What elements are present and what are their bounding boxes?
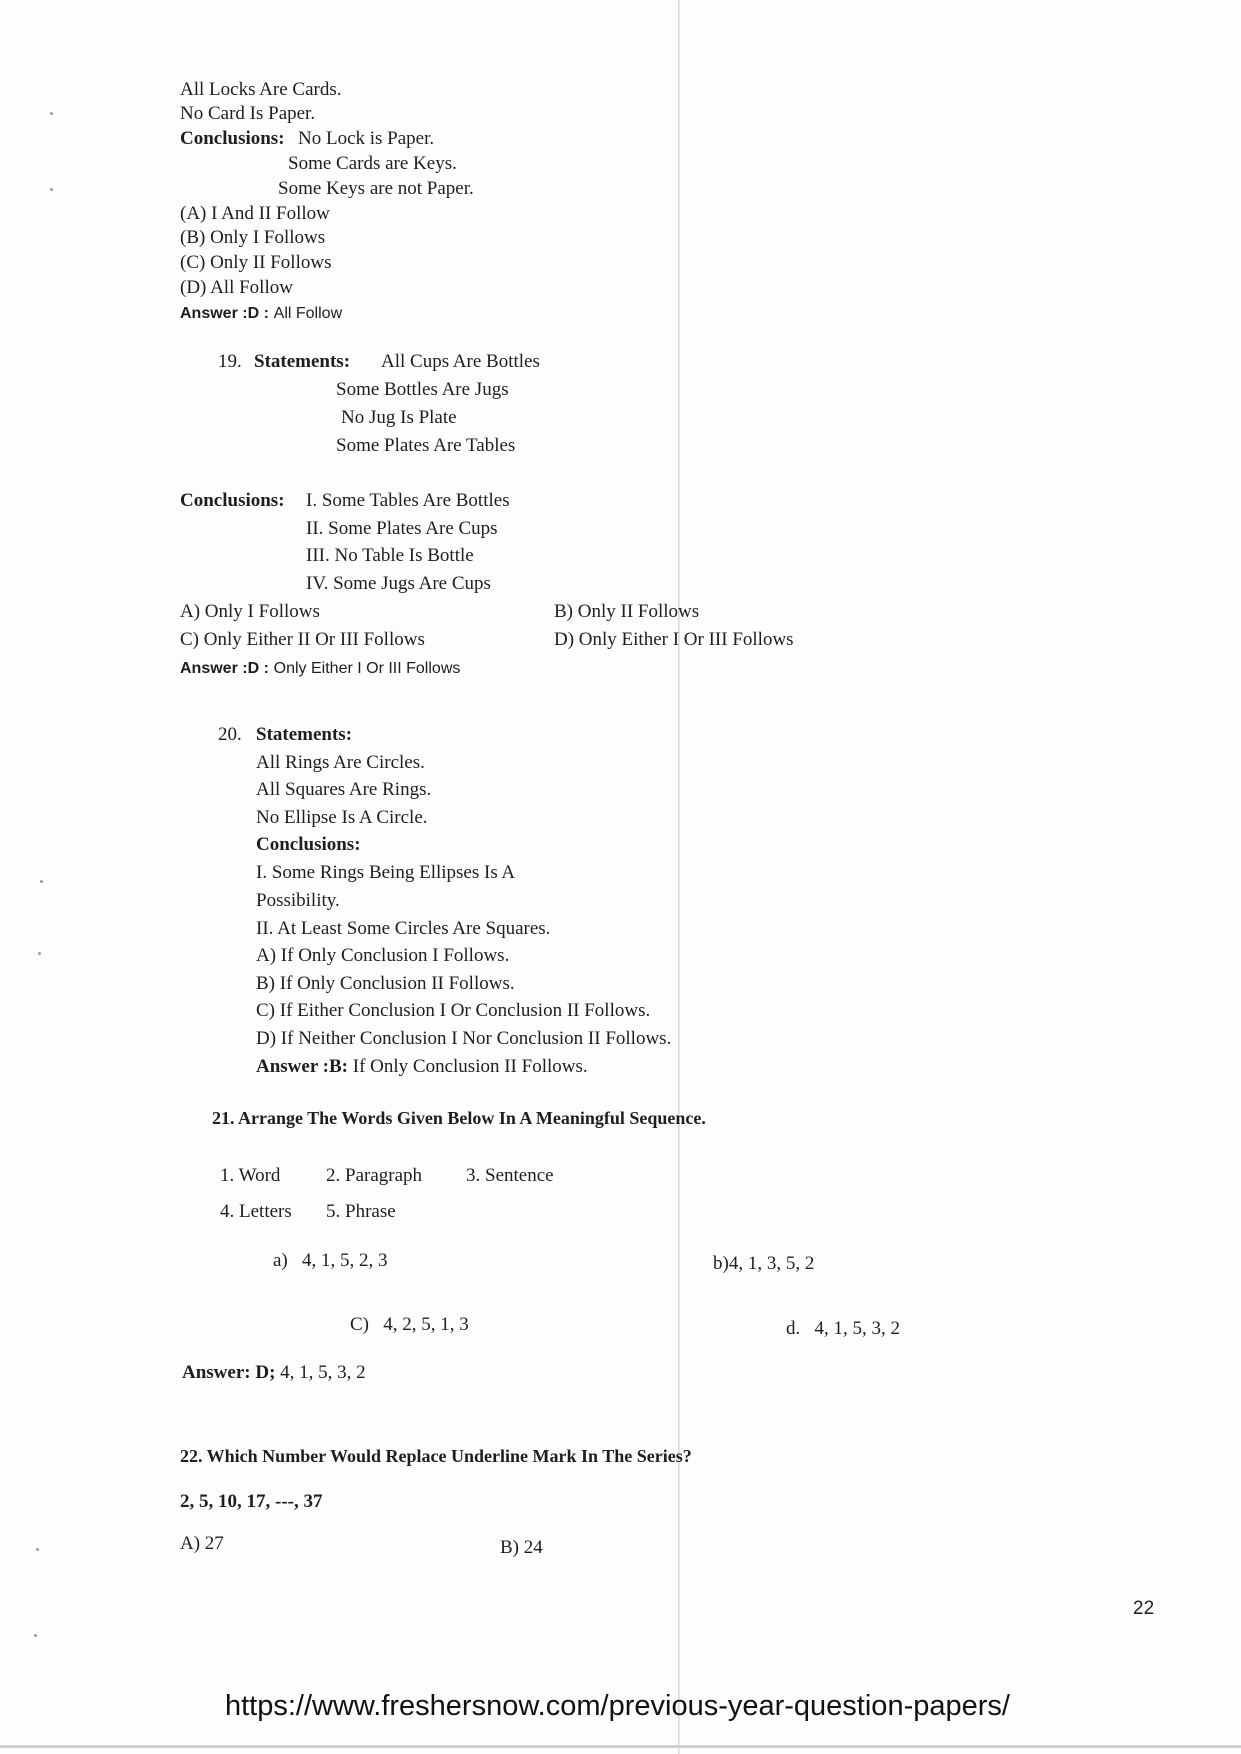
- conclusion: Possibility.: [256, 890, 340, 911]
- option-c: C) If Either Conclusion I Or Conclusion II Follows.: [256, 1000, 651, 1021]
- statements-label: Statements:: [254, 351, 351, 372]
- statement: No Card Is Paper.: [180, 103, 316, 124]
- option-a: A) Only I Follows: [180, 601, 320, 622]
- conclusion: Some Cards are Keys.: [288, 153, 457, 174]
- option-value: 4, 1, 5, 3, 2: [814, 1318, 900, 1339]
- question-number: 20.: [218, 724, 242, 745]
- scan-speck: [50, 112, 53, 115]
- conclusion: No Lock is Paper.: [298, 128, 435, 149]
- scan-speck: [34, 1634, 37, 1637]
- conclusion: I. Some Rings Being Ellipses Is A: [256, 862, 516, 883]
- option-value: 4, 2, 5, 1, 3: [383, 1314, 469, 1335]
- answer-text: 4, 1, 5, 3, 2: [280, 1362, 366, 1383]
- question-number: 19.: [218, 351, 242, 372]
- answer-text: Only Either I Or III Follows: [273, 660, 461, 677]
- statement: No Jug Is Plate: [341, 407, 457, 428]
- option-label: C): [350, 1314, 369, 1335]
- word-item: 2. Paragraph: [326, 1165, 423, 1186]
- answer: [180, 301, 342, 326]
- statements-label: Statements:: [256, 724, 353, 745]
- conclusions-label: Conclusions:: [180, 490, 285, 511]
- conclusion: IV. Some Jugs Are Cups: [306, 573, 491, 594]
- answer-label: Answer: D;: [182, 1362, 276, 1383]
- option-label: a): [273, 1250, 288, 1271]
- conclusion: III. No Table Is Bottle: [306, 545, 474, 566]
- option-c: [350, 1313, 469, 1337]
- option-b: B) 24: [500, 1537, 543, 1558]
- statement: All Cups Are Bottles: [381, 351, 540, 372]
- statement: All Squares Are Rings.: [256, 779, 432, 800]
- option-d: D) If Neither Conclusion I Nor Conclusion II Follows.: [256, 1028, 672, 1049]
- scan-bottom-edge: [0, 1745, 1241, 1748]
- question-title: 22. Which Number Would Replace Underline Mark In The Series?: [180, 1446, 692, 1466]
- answer: [180, 656, 460, 681]
- word-item: 4. Letters: [220, 1201, 292, 1222]
- answer-text: If Only Conclusion II Follows.: [352, 1056, 588, 1077]
- scan-fold-line: [678, 0, 680, 1754]
- option-b: (B) Only I Follows: [180, 227, 326, 248]
- option-label: b): [713, 1253, 729, 1274]
- answer: [182, 1361, 366, 1385]
- number-series: 2, 5, 10, 17, ---, 37: [180, 1491, 323, 1512]
- statement: Some Bottles Are Jugs: [336, 379, 509, 400]
- footer-url[interactable]: https://www.freshersnow.com/previous-year-question-papers/: [225, 1690, 1010, 1722]
- answer-label: Answer :D :: [180, 660, 269, 677]
- option-a: (A) I And II Follow: [180, 203, 330, 224]
- option-c: C) Only Either II Or III Follows: [180, 629, 425, 650]
- option-a: A) 27: [180, 1533, 224, 1554]
- page-number: 22: [1133, 1598, 1155, 1619]
- statement: Some Plates Are Tables: [336, 435, 516, 456]
- conclusion: II. At Least Some Circles Are Squares.: [256, 918, 551, 939]
- option-b: B) Only II Follows: [554, 601, 700, 622]
- statement: All Locks Are Cards.: [180, 79, 342, 100]
- option-d: D) Only Either I Or III Follows: [554, 629, 794, 650]
- answer-label: Answer :B:: [256, 1056, 349, 1077]
- option-label: d.: [786, 1318, 801, 1339]
- option-value: 4, 1, 5, 2, 3: [302, 1250, 388, 1271]
- option-a: [273, 1249, 388, 1273]
- option-c: (C) Only II Follows: [180, 252, 332, 273]
- statement: All Rings Are Circles.: [256, 752, 425, 773]
- conclusion: Some Keys are not Paper.: [278, 178, 474, 199]
- conclusion: II. Some Plates Are Cups: [306, 518, 498, 539]
- scan-speck: [38, 952, 41, 955]
- conclusions-label: Conclusions:: [180, 128, 285, 149]
- option-a: A) If Only Conclusion I Follows.: [256, 945, 510, 966]
- option-d: [786, 1317, 900, 1341]
- word-item: 1. Word: [220, 1165, 281, 1186]
- word-item: 5. Phrase: [326, 1201, 396, 1222]
- conclusion: I. Some Tables Are Bottles: [306, 490, 510, 511]
- scan-speck: [50, 188, 53, 191]
- question-title: 21. Arrange The Words Given Below In A Meaningful Sequence.: [212, 1108, 706, 1128]
- statement: No Ellipse Is A Circle.: [256, 807, 428, 828]
- conclusions-label: Conclusions:: [256, 834, 361, 855]
- scan-speck: [40, 880, 43, 883]
- option-b: B) If Only Conclusion II Follows.: [256, 973, 515, 994]
- option-d: (D) All Follow: [180, 277, 293, 298]
- answer: [256, 1055, 588, 1079]
- answer-text: All Follow: [273, 305, 343, 322]
- scan-speck: [36, 1548, 39, 1551]
- option-b: [713, 1252, 814, 1276]
- word-item: 3. Sentence: [466, 1165, 554, 1186]
- answer-label: Answer :D :: [180, 305, 269, 322]
- option-value: 4, 1, 3, 5, 2: [728, 1253, 815, 1274]
